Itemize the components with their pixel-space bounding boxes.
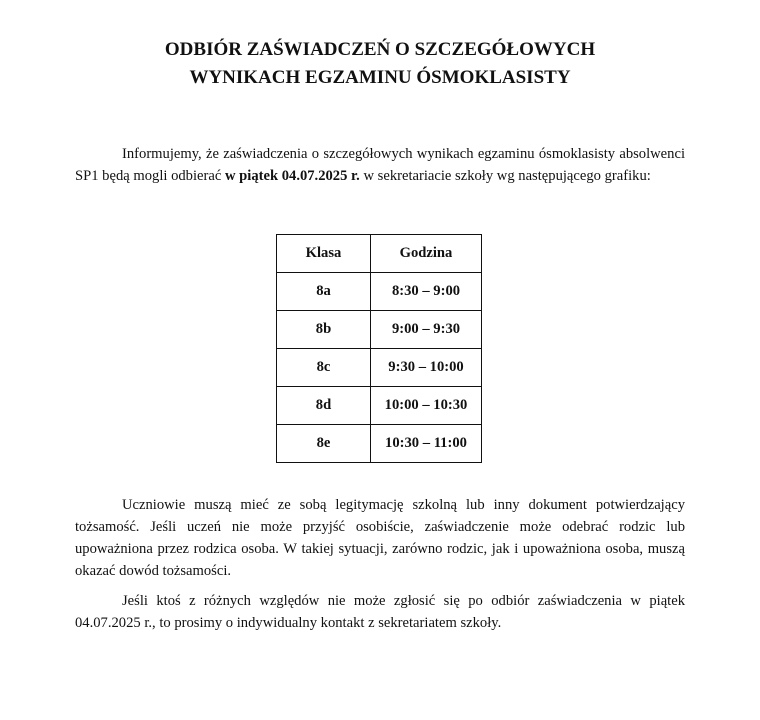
cell-godzina: 8:30 – 9:00 [371,273,482,311]
cell-godzina: 10:30 – 11:00 [371,425,482,463]
table-row [277,425,482,463]
header-godzina: Godzina [371,235,482,273]
cell-klasa: 8e [277,425,371,463]
schedule-table [276,234,482,463]
header-klasa: Klasa [277,235,371,273]
cell-klasa: 8b [277,311,371,349]
id-requirements-paragraph: Uczniowie muszą mieć ze sobą legitymację szkolną lub inny dokument potwierdzający tożsamość. Jeśli uczeń nie może przyjść osobiście, zaświadczenie może odebrać rodzic lub upoważniona przez rodzica osoba. W takiej sytuacji, zarówno rodzic, jak i upoważniona osoba, muszą okazać dowód tożsamości. [75,497,685,579]
cell-godzina: 9:30 – 10:00 [371,349,482,387]
cell-godzina: 9:00 – 9:30 [371,311,482,349]
cell-godzina: 10:00 – 10:30 [371,387,482,425]
cell-klasa: 8d [277,387,371,425]
contact-paragraph: Jeśli ktoś z różnych względów nie może zgłosić się po odbiór zaświadczenia w piątek 04.07.2025 r., to prosimy o indywidualny kontakt z sekretariatem szkoły. [75,593,685,631]
intro-text-after: w sekretariacie szkoły wg następującego grafiku: [359,168,651,184]
document-title-line-2: WYNIKACH EGZAMINU ÓSMOKLASISTY [189,67,571,88]
intro-paragraph [75,143,685,187]
table-row [277,311,482,349]
intro-text-before: Informujemy, że zaświadczenia o szczegółowych wynikach egzaminu ósmoklasisty absolwenci SP1 będą mogli odbierać [75,146,685,184]
table-row [277,273,482,311]
cell-klasa: 8a [277,273,371,311]
intro-date-bold: w piątek 04.07.2025 r. [224,168,360,184]
schedule-header-row [277,235,482,273]
table-row [277,349,482,387]
document-title-line-1: ODBIÓR ZAŚWIADCZEŃ O SZCZEGÓŁOWYCH [164,39,596,60]
cell-klasa: 8c [277,349,371,387]
document-title [0,36,760,92]
table-row [277,387,482,425]
